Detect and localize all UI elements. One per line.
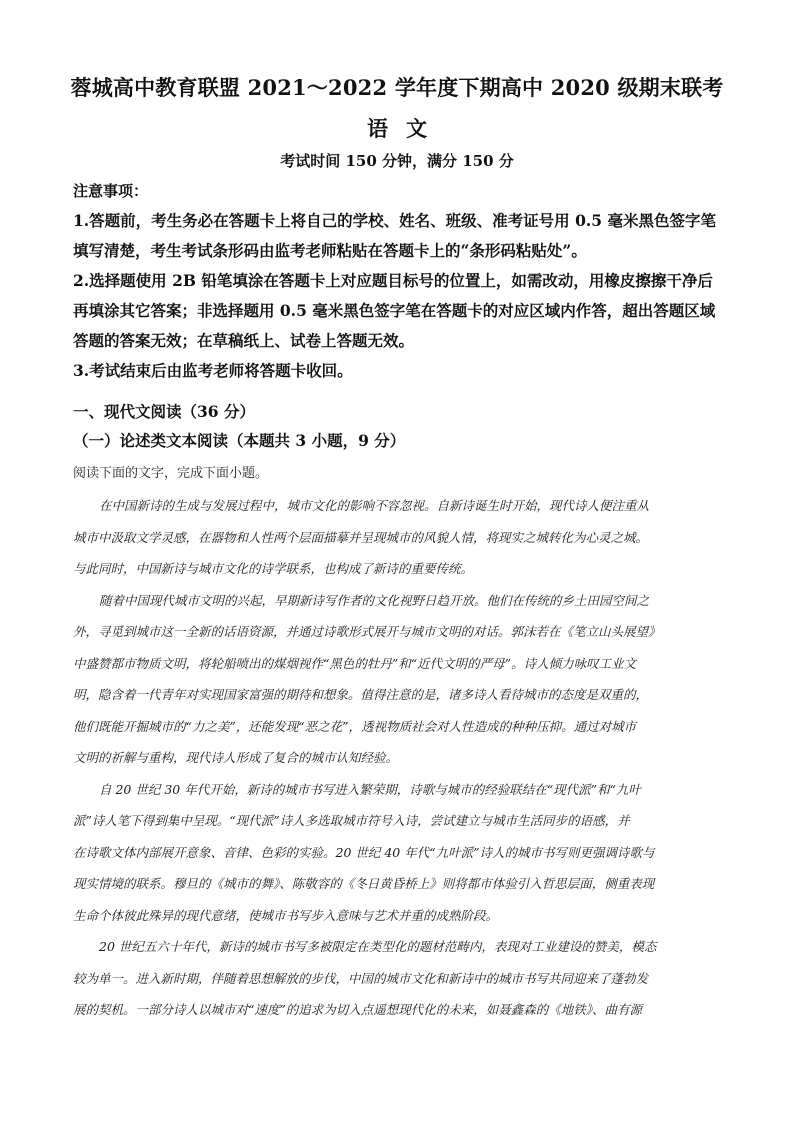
article-line: 明，隐含着一代青年对实现国家富强的期待和想象。值得注意的是，诸多诗人看待城市的态度是双重的， <box>73 687 649 702</box>
exam-info: 考试时间 150 分钟，满分 150 分 <box>280 152 514 170</box>
article-paragraph <box>73 585 729 774</box>
article-line: 较为单一。进入新时期，伴随着思想解放的步伐，中国的城市文化和新诗中的城市书写共同迎来了蓬勃发 <box>73 970 649 986</box>
article-line: 与此同时，中国新诗与城市文化的诗学联系，也构成了新诗的重要传统。 <box>73 561 474 576</box>
subject-title: 语文 <box>367 116 445 141</box>
notes-line: 答题的答案无效；在草稿纸上、试卷上答题无效。 <box>73 331 415 350</box>
article-body <box>73 490 729 1026</box>
article-line: 文明的祈解与重构，现代诗人形成了复合的城市认知经验。 <box>73 750 399 765</box>
notes-line: 再填涂其它答案；非选择题用 0.5 毫米黑色签字笔在答题卡的对应区域内作答，超出答题区域 <box>73 301 716 320</box>
notes-section <box>73 180 733 386</box>
section-title: 一、现代文阅读（36 分） <box>73 402 255 421</box>
article-line: 展的契机。一部分诗人以城市对“速度”的追求为切入点遥想现代化的未来，如聂鑫森的《地铁》、曲有源 <box>73 1002 643 1017</box>
article-line: 随着中国现代城市文明的兴起，早期新诗写作者的文化视野日趋开放。他们在传统的乡土田园空间之 <box>99 592 650 608</box>
notes-line: 填写清楚，考生考试条形码由监考老师粘贴在答题卡上的“条形码粘贴处”。 <box>73 241 587 260</box>
article-line: 中盛赞都市物质文明，将轮船喷出的煤烟视作“黑色的牡丹”和“近代文明的严母”。诗人倾力咏叹工业文 <box>73 655 637 671</box>
notes-line: 1.答题前，考生务必在答题卡上将自己的学校、姓名、班级、准考证号用 0.5 毫米黑色签字笔 <box>73 211 716 230</box>
article-line: 派”诗人笔下得到集中呈现。“现代派”诗人多选取城市符号入诗，尝试建立与城市生活同步的语感，并 <box>73 813 630 828</box>
article-paragraph <box>73 774 729 932</box>
article-line: 城市中汲取文学灵感，在器物和人性两个层面描摹并呈现城市的风貌人情，将现实之城转化为心灵之城。 <box>73 529 649 545</box>
subsection-title: （一）论述类文本阅读（本题共 3 小题，9 分） <box>73 431 406 450</box>
notes-line: 3.考试结束后由监考老师将答题卡收回。 <box>73 361 353 380</box>
reading-instruction: 阅读下面的文字，完成下面小题。 <box>73 466 269 481</box>
article-line: 在诗歌文体内部展开意象、音律、色彩的实验。20 世纪 40 年代“九叶派”诗人的城市书写则更强调诗歌与 <box>73 844 655 860</box>
article-line: 自 20 世纪 30 年代开始，新诗的城市书写进入繁荣期，诗歌与城市的经验联结在“现代派”和“九叶 <box>99 781 641 797</box>
document-title: 蓉城高中教育联盟 2021～2022 学年度下期高中 2020 级期末联考 <box>70 75 724 100</box>
article-line: 生命个体彼此殊异的现代意绪，使城市书写步入意味与艺术并重的成熟阶段。 <box>73 907 499 923</box>
article-line: 他们既能开掘城市的“力之美”，还能发现“恶之花”，透视物质社会对人性造成的种种压抑。通过对城市 <box>73 718 637 734</box>
notes-heading: 注意事项： <box>73 182 149 200</box>
article-paragraph <box>73 490 729 585</box>
article-line: 现实情境的联系。穆旦的《城市的舞》、陈敬容的《冬日黄昏桥上》则将都市体验引入哲思层面，侧重表现 <box>73 876 655 891</box>
article-paragraph <box>73 931 729 1026</box>
article-line: 外，寻觅到城市这一全新的话语资源，并通过诗歌形式展开与城市文明的对话。郭沫若在《笔立山头展望》 <box>73 624 661 639</box>
article-line: 在中国新诗的生成与发展过程中，城市文化的影响不容忽视。自新诗诞生时开始，现代诗人便注重从 <box>99 498 650 513</box>
notes-line: 2.选择题使用 2B 铅笔填涂在答题卡上对应题目标号的位置上，如需改动，用橡皮擦擦干净后 <box>73 271 713 290</box>
article-line: 20 世纪五六十年代，新诗的城市书写多被限定在类型化的题材范畴内，表现对工业建设的赞美，模态 <box>99 939 657 954</box>
